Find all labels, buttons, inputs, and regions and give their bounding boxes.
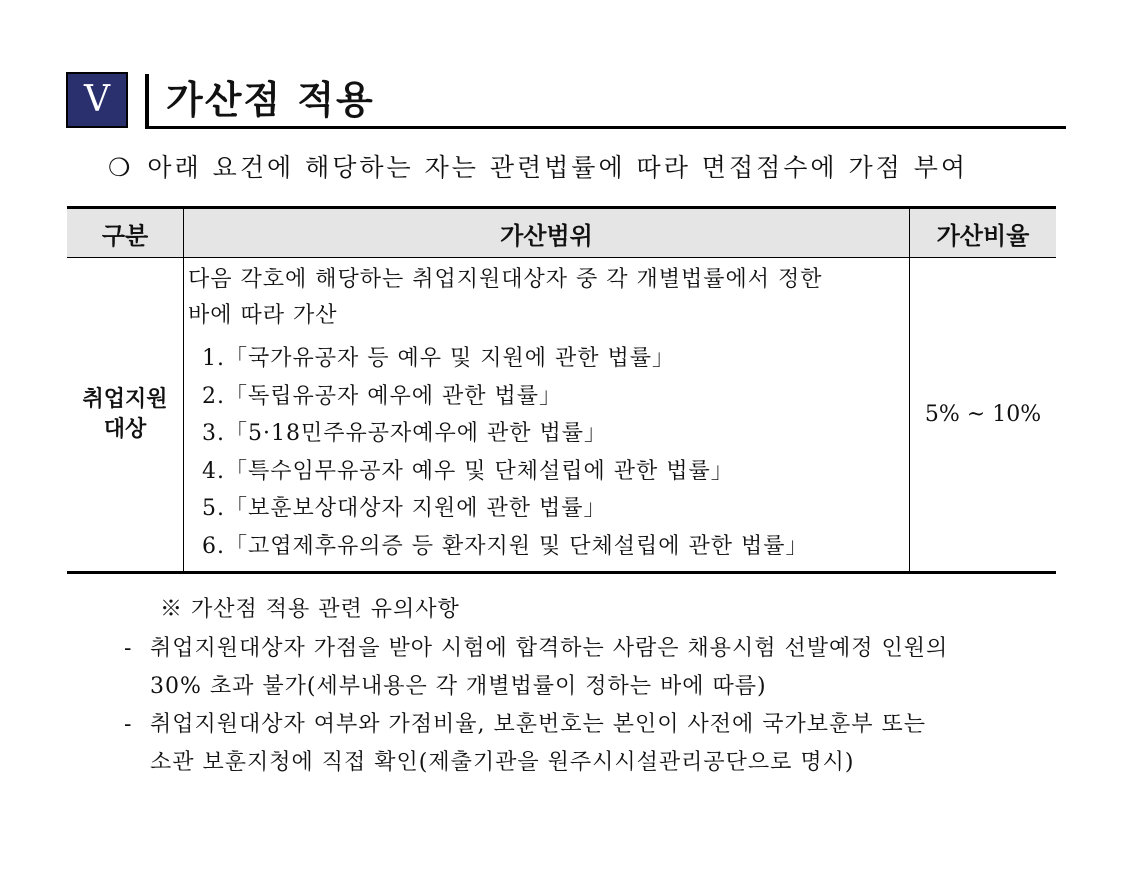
dash-bullet: - — [124, 636, 132, 661]
title-underline — [145, 126, 1066, 129]
note-line: 소관 보훈지청에 직접 확인(제출기관을 원주시시설관리공단으로 명시) — [150, 750, 855, 775]
table-header-row — [67, 208, 1056, 258]
header-range: 가산범위 — [184, 208, 910, 258]
rate-cell: 5% ~ 10% — [910, 258, 1057, 573]
header-category: 구분 — [67, 208, 184, 258]
category-cell — [67, 258, 184, 573]
intro-text: 아래 요건에 해당하는 자는 관련법률에 따라 면접점수에 가점 부여 — [147, 153, 969, 182]
title-divider — [145, 74, 149, 128]
category-line: 취업지원 — [82, 386, 168, 412]
law-list — [188, 340, 905, 565]
section-header — [66, 72, 1066, 130]
range-description — [188, 262, 905, 334]
description-line: 다음 각호에 해당하는 취업지원대상자 중 각 개별법률에서 정한 — [188, 267, 823, 292]
intro-paragraph — [108, 150, 968, 186]
law-item: 2.「독립유공자 예우에 관한 법률」 — [202, 383, 562, 409]
bonus-points-table — [67, 206, 1056, 574]
section-title: 가산점 적용 — [166, 78, 375, 122]
law-item: 4.「특수임무유공자 예우 및 단체설립에 관한 법률」 — [202, 458, 734, 484]
table-row — [67, 258, 1056, 573]
note-line: 취업지원대상자 여부와 가점비율, 보훈번호는 본인이 사전에 국가보훈부 또는 — [150, 712, 927, 737]
circle-bullet-icon: ❍ — [108, 153, 134, 182]
description-line: 바에 따라 가산 — [188, 303, 338, 328]
dash-bullet: - — [124, 712, 132, 737]
notes-title: ※ 가산점 적용 관련 유의사항 — [160, 597, 460, 622]
law-item: 5.「보훈보상대상자 지원에 관한 법률」 — [202, 496, 607, 521]
range-cell — [184, 258, 910, 573]
note-line: 30% 초과 불가(세부내용은 각 개별법률이 정하는 바에 따름) — [150, 674, 767, 699]
law-item: 1.「국가유공자 등 예우 및 지원에 관한 법률」 — [202, 346, 675, 371]
header-rate: 가산비율 — [910, 208, 1057, 258]
section-number-badge: V — [66, 72, 128, 128]
law-item: 6.「고엽제후유의증 등 환자지원 및 단체설립에 관한 법률」 — [202, 533, 809, 559]
category-line: 대상 — [103, 416, 147, 442]
law-item: 3.「5·18민주유공자예우에 관한 법률」 — [202, 421, 607, 446]
note-line: 취업지원대상자 가점을 받아 시험에 합격하는 사람은 채용시험 선발예정 인원의 — [150, 636, 949, 661]
